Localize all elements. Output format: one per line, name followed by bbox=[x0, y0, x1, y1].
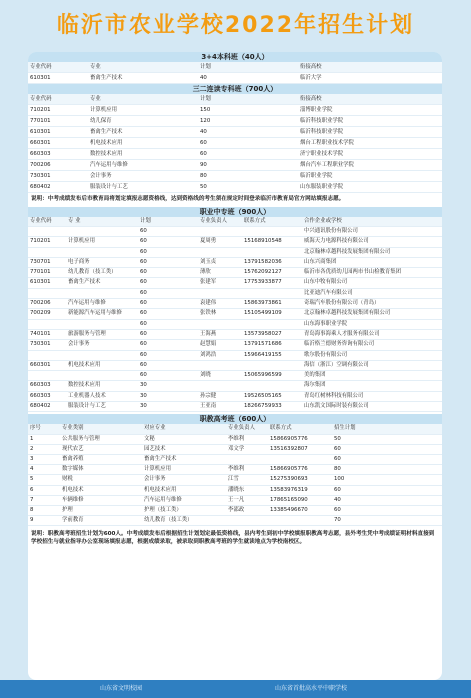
table-cell: 15966419155 bbox=[242, 350, 302, 360]
table-cell: 临沂市各优质幼儿园两市书山检教育集团 bbox=[302, 268, 442, 278]
table-cell bbox=[198, 227, 242, 237]
table-cell: 畜禽养殖 bbox=[60, 454, 142, 464]
table-header-row bbox=[28, 62, 442, 73]
table-cell: 临沂职业学院 bbox=[298, 171, 442, 182]
table-cell: 150 bbox=[198, 105, 298, 116]
note-vocational-exam bbox=[28, 528, 442, 548]
column-header: 衔接高校 bbox=[298, 62, 442, 73]
table-row bbox=[28, 444, 442, 454]
table-row bbox=[28, 402, 442, 412]
table-row bbox=[28, 116, 442, 127]
table-cell: 15105499109 bbox=[242, 309, 302, 319]
table-cell: 畜禽生产技术 bbox=[142, 454, 226, 464]
table-row bbox=[28, 299, 442, 309]
table-cell: 王亚南 bbox=[198, 402, 242, 412]
table-cell bbox=[198, 319, 242, 329]
table-cell: 会计事务 bbox=[142, 475, 226, 485]
table-cell: 60 bbox=[138, 227, 198, 237]
table-row bbox=[28, 105, 442, 116]
table-cell: 幼儿教育（技工类） bbox=[142, 516, 226, 526]
table-cell bbox=[66, 247, 138, 257]
table-cell: 山东凯文国际时装有限公司 bbox=[302, 402, 442, 412]
table-cell: 山东海事职业学院 bbox=[302, 319, 442, 329]
table-cell: 临沂格兰德财务咨询有限公司 bbox=[302, 340, 442, 350]
table-row bbox=[28, 319, 442, 329]
table-cell: 邓文学 bbox=[226, 444, 268, 454]
table-cell: 奇瑞汽车股份有限公司（青岛） bbox=[302, 299, 442, 309]
table-cell: 15863973861 bbox=[242, 299, 302, 309]
table-row bbox=[28, 268, 442, 278]
table-cell: 700206 bbox=[28, 299, 66, 309]
table-cell: 700209 bbox=[28, 309, 66, 319]
table-cell: 刘晓 bbox=[198, 371, 242, 381]
table-cell: 60 bbox=[138, 319, 198, 329]
footer-bar bbox=[0, 680, 471, 698]
table-row bbox=[28, 171, 442, 182]
table-cell: 威海天力电源科技有限公司 bbox=[302, 237, 442, 247]
table-cell: 80 bbox=[332, 465, 442, 475]
column-header: 招生计划 bbox=[332, 424, 442, 434]
column-header: 序号 bbox=[28, 424, 60, 434]
table-cell: 北京翰林卓越科技发展集团有限公司 bbox=[302, 247, 442, 257]
table-cell bbox=[66, 319, 138, 329]
table-cell bbox=[242, 288, 302, 298]
table-cell: 60 bbox=[198, 138, 298, 149]
table-cell: 30 bbox=[138, 402, 198, 412]
table-cell: 薄欣 bbox=[198, 268, 242, 278]
table-row bbox=[28, 329, 442, 339]
table-cell: 15168910548 bbox=[242, 237, 302, 247]
table-cell bbox=[28, 371, 66, 381]
table-row bbox=[28, 475, 442, 485]
table-cell: 服装设计与工艺 bbox=[66, 402, 138, 412]
table-cell: 畜禽生产技术 bbox=[88, 127, 198, 138]
table-cell: 汽车运用与维修 bbox=[88, 160, 198, 171]
table-cell: 青岛海事海乘人才服务有限公司 bbox=[302, 329, 442, 339]
table-cell: 660301 bbox=[28, 138, 88, 149]
table-cell: 710201 bbox=[28, 105, 88, 116]
table-cell: 70 bbox=[332, 516, 442, 526]
table-cell: 现代农艺 bbox=[60, 444, 142, 454]
table-row bbox=[28, 278, 442, 288]
table-cell: 40 bbox=[198, 73, 298, 84]
table-row bbox=[28, 485, 442, 495]
table-cell: 660303 bbox=[28, 381, 66, 391]
table-cell: 660301 bbox=[28, 360, 66, 370]
column-header: 计划 bbox=[138, 217, 198, 227]
table-cell: 18266759933 bbox=[242, 402, 302, 412]
table-cell: 比亚迪汽车有限公司 bbox=[302, 288, 442, 298]
table-cell: 机电技术应用 bbox=[142, 485, 226, 495]
table-row bbox=[28, 360, 442, 370]
table-cell: 财税 bbox=[60, 475, 142, 485]
table-row bbox=[28, 465, 442, 475]
table-cell: 临沂大学 bbox=[298, 73, 442, 84]
table-cell: 770101 bbox=[28, 268, 66, 278]
table-cell: 15275390693 bbox=[268, 475, 332, 485]
table-cell: 学前教育 bbox=[60, 516, 142, 526]
table-cell bbox=[242, 227, 302, 237]
footer-right-text: 山东省首批高水平中职学校 bbox=[275, 685, 348, 692]
table-cell: 江雪 bbox=[226, 475, 268, 485]
table-cell: 数控技术应用 bbox=[88, 149, 198, 160]
table-cell: 6 bbox=[28, 485, 60, 495]
table-cell: 服装设计与工艺 bbox=[88, 182, 198, 193]
table-cell: 临沂科技职业学院 bbox=[298, 127, 442, 138]
column-header: 计划 bbox=[198, 94, 298, 105]
table-cell: 60 bbox=[138, 360, 198, 370]
table-cell: 17753933877 bbox=[242, 278, 302, 288]
table-cell: 770101 bbox=[28, 116, 88, 127]
table-cell: 中兴通讯股份有限公司 bbox=[302, 227, 442, 237]
column-header: 衔接高校 bbox=[298, 94, 442, 105]
table-cell: 临沂科技职业学院 bbox=[298, 116, 442, 127]
table-cell: 王海燕 bbox=[198, 329, 242, 339]
table-cell bbox=[242, 360, 302, 370]
column-header: 联系方式 bbox=[242, 217, 302, 227]
section-title-vocational-exam: 职教高考班（600人） bbox=[28, 414, 442, 424]
table-cell: 30 bbox=[138, 391, 198, 401]
table-row bbox=[28, 247, 442, 257]
table-cell: 660303 bbox=[28, 391, 66, 401]
table-cell: 烟台汽车工程职业学院 bbox=[298, 160, 442, 171]
vocational-table bbox=[28, 217, 442, 412]
table-cell: 袁建伟 bbox=[198, 299, 242, 309]
table-cell: 13791582036 bbox=[242, 257, 302, 267]
section-title-bachelor: 3+4本科班（40人） bbox=[28, 52, 442, 62]
table-cell: 13791571686 bbox=[242, 340, 302, 350]
table-cell: 数字媒体 bbox=[60, 465, 142, 475]
table-cell: 刘玉贞 bbox=[198, 257, 242, 267]
note-text: 中考成绩发布后市教育局将划定填报志愿资格线，达到资格线的考生须在规定时间登录临沂市教育局官方网站填报志愿。 bbox=[47, 196, 345, 202]
table-cell: 680402 bbox=[28, 402, 66, 412]
table-cell: 海尔集团 bbox=[302, 381, 442, 391]
table-cell: 100 bbox=[332, 475, 442, 485]
table-cell: 山东中牧有限公司 bbox=[302, 278, 442, 288]
table-cell bbox=[198, 360, 242, 370]
table-cell bbox=[198, 288, 242, 298]
table-cell: 610301 bbox=[28, 73, 88, 84]
table-row bbox=[28, 73, 442, 84]
table-cell: 公共服务与管理 bbox=[60, 434, 142, 444]
table-row bbox=[28, 340, 442, 350]
table-cell: 8 bbox=[28, 505, 60, 515]
table-cell: 50 bbox=[198, 182, 298, 193]
table-cell bbox=[66, 227, 138, 237]
table-cell: 4 bbox=[28, 465, 60, 475]
table-row bbox=[28, 160, 442, 171]
table-cell bbox=[226, 516, 268, 526]
table-cell: 610301 bbox=[28, 278, 66, 288]
table-cell: 汽车运用与维修 bbox=[142, 495, 226, 505]
table-cell: 夏周勇 bbox=[198, 237, 242, 247]
table-cell bbox=[242, 381, 302, 391]
note-label: 说明： bbox=[31, 196, 48, 202]
table-cell: 数控技术应用 bbox=[66, 381, 138, 391]
junior-college-table bbox=[28, 94, 442, 193]
table-cell: 40 bbox=[332, 495, 442, 505]
table-header-row bbox=[28, 94, 442, 105]
table-cell bbox=[28, 319, 66, 329]
table-cell: 美的集团 bbox=[302, 371, 442, 381]
table-cell: 新能源汽车运用与维修 bbox=[66, 309, 138, 319]
table-row bbox=[28, 138, 442, 149]
table-row bbox=[28, 371, 442, 381]
table-cell: 730301 bbox=[28, 171, 88, 182]
table-cell: 2 bbox=[28, 444, 60, 454]
table-cell: 17865165090 bbox=[268, 495, 332, 505]
table-cell: 幼儿教育（技工类） bbox=[66, 268, 138, 278]
table-cell: 1 bbox=[28, 434, 60, 444]
table-cell: 60 bbox=[138, 340, 198, 350]
table-cell: 计算机应用 bbox=[66, 237, 138, 247]
table-cell: 李维利 bbox=[226, 465, 268, 475]
table-cell bbox=[28, 288, 66, 298]
table-cell: 孙宗健 bbox=[198, 391, 242, 401]
page-title: 临沂市农业学校2022年招生计划 bbox=[56, 13, 415, 38]
table-cell bbox=[198, 381, 242, 391]
table-cell: 刘鸿浩 bbox=[198, 350, 242, 360]
table-cell: 13516392807 bbox=[268, 444, 332, 454]
table-cell: 730701 bbox=[28, 257, 66, 267]
table-cell bbox=[66, 371, 138, 381]
table-cell: 60 bbox=[138, 268, 198, 278]
section-title-junior-college: 三二连读专科班（700人） bbox=[28, 84, 442, 94]
table-cell bbox=[66, 288, 138, 298]
table-cell: 3 bbox=[28, 454, 60, 464]
table-cell bbox=[242, 319, 302, 329]
table-cell: 机电技术应用 bbox=[88, 138, 198, 149]
table-cell: 7 bbox=[28, 495, 60, 505]
table-cell: 济宁职业技术学院 bbox=[298, 149, 442, 160]
table-cell: 王一凡 bbox=[226, 495, 268, 505]
table-cell: 9 bbox=[28, 516, 60, 526]
table-cell: 张建军 bbox=[198, 278, 242, 288]
column-header: 专业负责人 bbox=[198, 217, 242, 227]
footer-left-text: 山东省文明校园 bbox=[100, 685, 143, 692]
table-cell: 700206 bbox=[28, 160, 88, 171]
table-cell: 730301 bbox=[28, 340, 66, 350]
table-cell: 畜禽生产技术 bbox=[88, 73, 198, 84]
table-cell: 山东兴商集团 bbox=[302, 257, 442, 267]
section-title-vocational: 职业中专班（900人） bbox=[28, 207, 442, 217]
table-cell bbox=[28, 350, 66, 360]
table-cell: 90 bbox=[198, 160, 298, 171]
table-cell: 护理 bbox=[60, 505, 142, 515]
column-header: 对应专业 bbox=[142, 424, 226, 434]
column-header: 专业代码 bbox=[28, 62, 88, 73]
table-cell: 60 bbox=[332, 454, 442, 464]
table-cell: 60 bbox=[198, 149, 298, 160]
table-row bbox=[28, 288, 442, 298]
plan-sheet bbox=[28, 52, 442, 680]
table-cell bbox=[66, 350, 138, 360]
table-cell: 15065996599 bbox=[242, 371, 302, 381]
table-row bbox=[28, 149, 442, 160]
note-junior-college bbox=[28, 193, 442, 205]
table-cell: 60 bbox=[138, 329, 198, 339]
table-cell: 60 bbox=[138, 278, 198, 288]
column-header: 计划 bbox=[198, 62, 298, 73]
column-header: 专业负责人 bbox=[226, 424, 268, 434]
table-cell: 40 bbox=[198, 127, 298, 138]
table-cell bbox=[268, 454, 332, 464]
column-header: 合作企业或学校 bbox=[302, 217, 442, 227]
table-cell: 13385496670 bbox=[268, 505, 332, 515]
table-row bbox=[28, 237, 442, 247]
note-text: 职教高考班招生计划为600人。中考成绩发布后根据招生计划划定最低资格线，县内考生到初中学校填报职教高考志愿，县外考生凭中考成绩证明材料直接到学校招生与就业指导办公室现场填报志愿，根据成绩录取，被录取到职教高考班的学生就读地点为学校南校区。 bbox=[31, 531, 435, 546]
table-cell: 文秘 bbox=[142, 434, 226, 444]
table-cell: 50 bbox=[332, 434, 442, 444]
table-cell: 680402 bbox=[28, 182, 88, 193]
table-cell: 计算机应用 bbox=[88, 105, 198, 116]
table-cell: 山东服装职业学院 bbox=[298, 182, 442, 193]
table-row bbox=[28, 127, 442, 138]
table-cell: 19526505165 bbox=[242, 391, 302, 401]
table-cell: 60 bbox=[138, 371, 198, 381]
table-cell: 幼儿保育 bbox=[88, 116, 198, 127]
table-cell: 歌尔股份有限公司 bbox=[302, 350, 442, 360]
table-cell: 15762092127 bbox=[242, 268, 302, 278]
table-cell: 80 bbox=[198, 171, 298, 182]
table-cell: 园艺技术 bbox=[142, 444, 226, 454]
table-header-row bbox=[28, 424, 442, 434]
table-cell: 车辆维修 bbox=[60, 495, 142, 505]
table-cell: 北京翰林卓越科技发展集团有限公司 bbox=[302, 309, 442, 319]
table-cell: 5 bbox=[28, 475, 60, 485]
table-cell: 120 bbox=[198, 116, 298, 127]
table-cell: 60 bbox=[138, 257, 198, 267]
table-cell: 60 bbox=[138, 288, 198, 298]
table-cell: 烟台工程职业技术学院 bbox=[298, 138, 442, 149]
table-row bbox=[28, 227, 442, 237]
table-cell: 60 bbox=[138, 309, 198, 319]
table-cell: 畜禽生产技术 bbox=[66, 278, 138, 288]
table-cell: 李维利 bbox=[226, 434, 268, 444]
table-cell: 15866905776 bbox=[268, 434, 332, 444]
table-cell: 60 bbox=[138, 299, 198, 309]
table-cell: 青岛红树林科技有限公司 bbox=[302, 391, 442, 401]
table-cell: 710201 bbox=[28, 237, 66, 247]
table-cell: 30 bbox=[138, 381, 198, 391]
table-cell: 15866905776 bbox=[268, 465, 332, 475]
column-header: 专业类别 bbox=[60, 424, 142, 434]
table-row bbox=[28, 495, 442, 505]
table-cell: 660303 bbox=[28, 149, 88, 160]
bachelor-table bbox=[28, 62, 442, 84]
table-row bbox=[28, 182, 442, 193]
column-header: 专业代码 bbox=[28, 217, 66, 227]
table-cell: 60 bbox=[332, 505, 442, 515]
table-cell: 60 bbox=[332, 444, 442, 454]
table-cell: 610301 bbox=[28, 127, 88, 138]
table-cell: 60 bbox=[138, 247, 198, 257]
table-row bbox=[28, 257, 442, 267]
table-cell: 机电技术 bbox=[60, 485, 142, 495]
table-cell bbox=[268, 516, 332, 526]
table-cell: 海信（浙江）空调有限公司 bbox=[302, 360, 442, 370]
column-header: 专 业 bbox=[66, 217, 138, 227]
table-cell: 740101 bbox=[28, 329, 66, 339]
table-cell: 赵慧娟 bbox=[198, 340, 242, 350]
note-label: 说明： bbox=[31, 531, 48, 538]
table-row bbox=[28, 434, 442, 444]
table-cell: 计算机应用 bbox=[142, 465, 226, 475]
vocational-exam-table bbox=[28, 424, 442, 526]
table-row bbox=[28, 350, 442, 360]
column-header: 专业 bbox=[88, 94, 198, 105]
table-cell bbox=[242, 247, 302, 257]
table-cell: 60 bbox=[138, 237, 198, 247]
table-cell: 李邵政 bbox=[226, 505, 268, 515]
column-header: 联系方式 bbox=[268, 424, 332, 434]
table-cell: 60 bbox=[332, 485, 442, 495]
table-cell: 旅游服务与管理 bbox=[66, 329, 138, 339]
table-cell bbox=[28, 247, 66, 257]
table-cell: 张铁林 bbox=[198, 309, 242, 319]
table-header-row bbox=[28, 217, 442, 227]
table-row bbox=[28, 516, 442, 526]
table-row bbox=[28, 381, 442, 391]
table-row bbox=[28, 454, 442, 464]
column-header: 专业 bbox=[88, 62, 198, 73]
table-cell: 淄博职业学院 bbox=[298, 105, 442, 116]
table-row bbox=[28, 309, 442, 319]
table-cell: 电子商务 bbox=[66, 257, 138, 267]
table-cell: 13573958027 bbox=[242, 329, 302, 339]
table-cell: 60 bbox=[138, 350, 198, 360]
table-cell: 汽车运用与维修 bbox=[66, 299, 138, 309]
table-cell: 会计事务 bbox=[66, 340, 138, 350]
column-header: 专业代码 bbox=[28, 94, 88, 105]
table-cell bbox=[28, 227, 66, 237]
table-cell: 潘晓东 bbox=[226, 485, 268, 495]
table-cell bbox=[226, 454, 268, 464]
table-cell: 会计事务 bbox=[88, 171, 198, 182]
table-cell: 工业机器人技术 bbox=[66, 391, 138, 401]
table-row bbox=[28, 505, 442, 515]
table-row bbox=[28, 391, 442, 401]
table-cell: 护理（技工类） bbox=[142, 505, 226, 515]
table-cell: 13583976319 bbox=[268, 485, 332, 495]
table-cell bbox=[198, 247, 242, 257]
table-cell: 机电技术应用 bbox=[66, 360, 138, 370]
